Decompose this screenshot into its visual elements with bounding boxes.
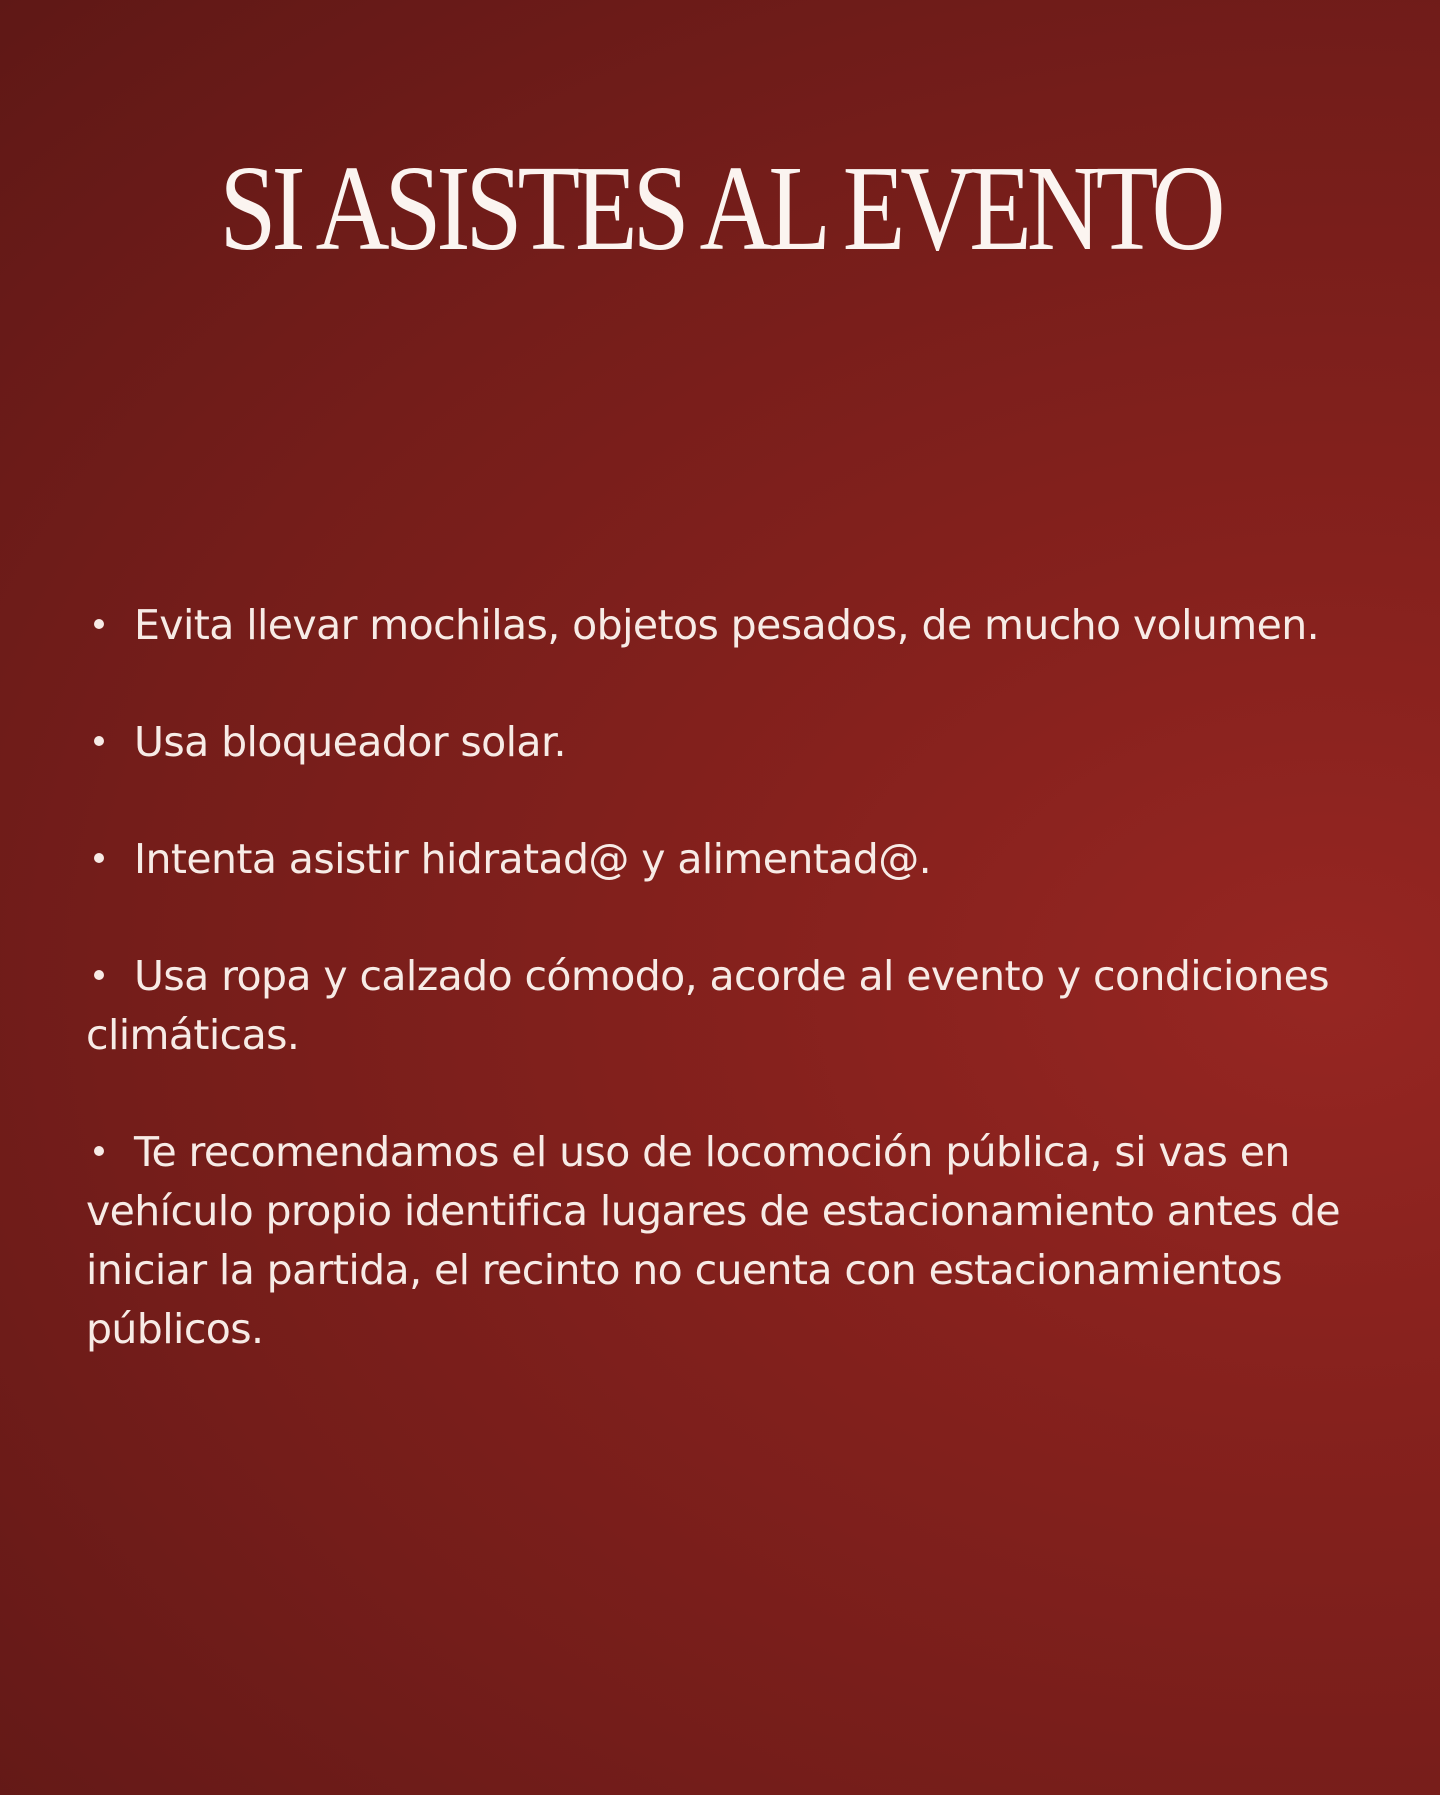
list-item-text: Usa bloqueador solar. [134, 718, 566, 766]
bullet-dot-icon [94, 853, 104, 863]
page-title: SI ASISTES AL EVENTO [219, 141, 1221, 276]
list-item [86, 1123, 1366, 1359]
list-item-text: Intenta asistir hidratad@ y alimentad@. [134, 835, 932, 883]
list-item [86, 830, 1366, 889]
bullet-dot-icon [94, 736, 104, 746]
list-item [86, 713, 1366, 772]
bullet-dot-icon [94, 619, 104, 629]
list-item [86, 596, 1366, 655]
bullet-dot-icon [94, 1146, 104, 1156]
list-item [86, 947, 1366, 1065]
list-item-text: Evita llevar mochilas, objetos pesados, de mucho volumen. [134, 601, 1320, 649]
tips-list [86, 596, 1366, 1417]
list-item-text: Usa ropa y calzado cómodo, acorde al evento y condiciones climáticas. [86, 952, 1330, 1059]
bullet-dot-icon [94, 970, 104, 980]
list-item-text: Te recomendamos el uso de locomoción pública, si vas en vehículo propio identifica lugares de estacionamiento antes de iniciar la partida, el recinto no cuenta con estacionamientos públicos. [86, 1128, 1341, 1353]
